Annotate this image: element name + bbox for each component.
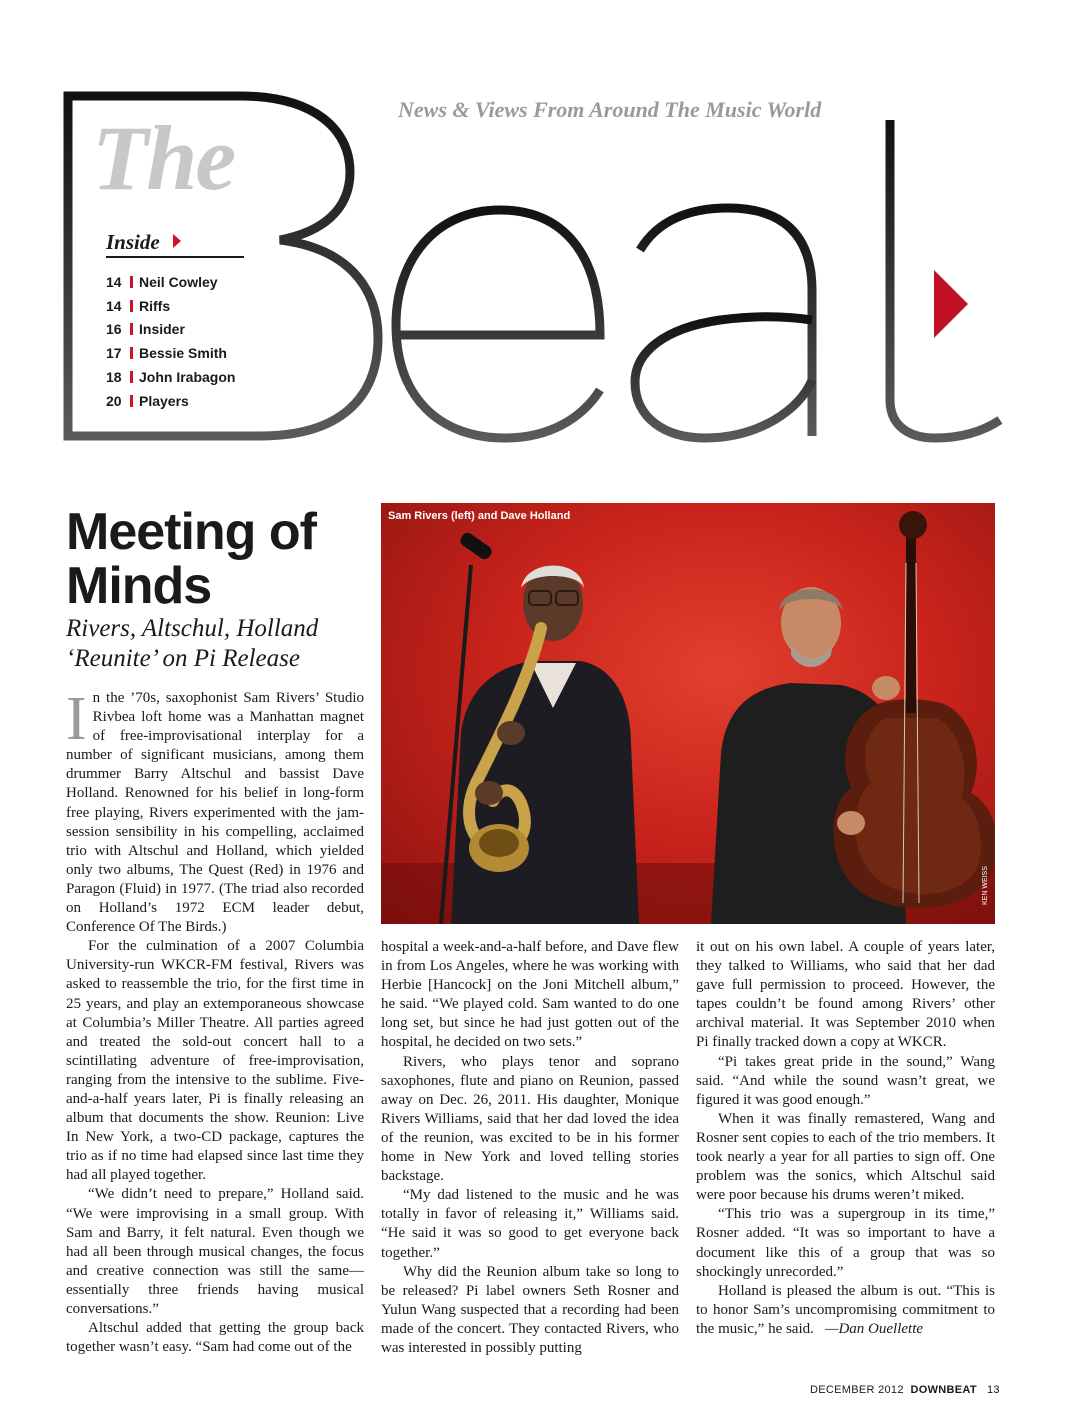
article-column-2 bbox=[381, 938, 679, 1358]
inside-arrow-icon bbox=[173, 234, 181, 248]
photo-caption: Sam Rivers (left) and Dave Holland bbox=[388, 510, 571, 522]
toc-item[interactable] bbox=[106, 318, 306, 342]
toc-title: Players bbox=[139, 392, 189, 409]
toc-bar-icon bbox=[130, 347, 133, 359]
article-paragraph: it out on his own label. A couple of years later, they talked to Williams, who said that her dad gave full permission to proceed. However, the tapes couldn’t be found among Rivers’ other archival material. It was September 2010 when Pi finally tracked down a copy at WKCR. bbox=[696, 939, 995, 1051]
article-paragraph: Why did the Reunion album take so long to be released? Pi label owners Seth Rosner and Yulun Wang suspected that a recording had been made of the concert. They contacted Rivers, who was interested in possibly putting bbox=[381, 1263, 679, 1356]
article-photo bbox=[381, 503, 995, 924]
masthead-the: The bbox=[92, 107, 235, 209]
toc-bar-icon bbox=[130, 276, 133, 288]
article-column-1 bbox=[66, 685, 364, 1357]
toc-page: 18 bbox=[106, 369, 122, 386]
article-paragraph: hospital a week-and-a-half before, and Dave flew in from Los Angeles, where he was working with Herbie [Hancock] on the Joni Mitchell album,” he said. “We played cold. Sam wanted to do one long set, but since he had just gotten out of the hospital, he decided on two sets.” bbox=[381, 939, 679, 1051]
article-subhead: Rivers, Altschul, Holland ‘Reunite’ on Pi Release bbox=[66, 615, 319, 672]
table-of-contents bbox=[106, 270, 306, 413]
article-paragraph: In the ’70s, saxophonist Sam Rivers’ Studio Rivbea loft home was a Manhattan magnet of free-improvisational interplay for a number of significant musicians, among them drummer Barry Altschul and bassist Dave Holland. Renowned for his belief in long-form free playing, Rivers experimented with the jam-session sensibility in his compelling, acclaimed trio with Altschul and Holland, which yielded only two albums, The Quest (Red) in 1976 and Paragon (Fluid) in 1977. (The triad also recorded on Holland’s 1972 ECM leader debut, Conference Of The Birds.) bbox=[66, 685, 364, 936]
article-paragraph: “My dad listened to the music and he was totally in favor of releasing it,” Williams said. “He said it was so good to get everyone back together.” bbox=[381, 1187, 679, 1261]
article-paragraph: “This trio was a supergroup in its time,” Rosner added. “It was so important to have a document like this of a group that was so shockingly unrecorded.” bbox=[696, 1206, 995, 1280]
tagline: News & Views From Around The Music World bbox=[398, 97, 822, 122]
dropcap: I bbox=[66, 685, 87, 753]
toc-page: 14 bbox=[106, 297, 122, 314]
toc-title: Bessie Smith bbox=[139, 345, 227, 362]
toc-bar-icon bbox=[130, 300, 133, 312]
toc-bar-icon bbox=[130, 371, 133, 383]
toc-title: Insider bbox=[139, 321, 185, 338]
toc-page: 20 bbox=[106, 392, 122, 409]
red-triangle-icon bbox=[934, 270, 968, 338]
toc-title: Neil Cowley bbox=[139, 273, 218, 290]
footer-issue: DECEMBER 2012 bbox=[810, 1384, 904, 1396]
toc-title: John Irabagon bbox=[139, 369, 236, 386]
inside-label: Inside bbox=[106, 230, 160, 254]
toc-page: 14 bbox=[106, 273, 122, 290]
footer-page-number: 13 bbox=[986, 1384, 1000, 1396]
toc-title: Riffs bbox=[139, 297, 171, 314]
article-paragraph: “We didn’t need to prepare,” Holland said. “We were improvising in a small group. With Sam and Barry, it felt natural. Even though we had all been through musical changes, the focus and creative connection was still the same—essentially three friends having musical conversations.” bbox=[66, 1186, 364, 1317]
toc-item[interactable] bbox=[106, 270, 306, 294]
article-paragraph: For the culmination of a 2007 Columbia University-run WKCR-FM festival, Rivers was asked to reassemble the trio, for the first time in 25 years, and play an extemporaneous showcase at Columbia’s Miller Theatre. All parties agreed and treated the sold-out concert hall to a scintillating adventure of free-improvisation, ranging from the intensive to the sublime. Five-and-a-half years later, Pi is finally releasing an album that documents the show. Reunion: Live In New York, a two-CD package, captures the trio as if no time had elapsed since last time they had all played together. bbox=[66, 938, 364, 1184]
inside-divider bbox=[106, 256, 244, 258]
photo-credit: KEN WEISS bbox=[982, 866, 989, 905]
article-paragraph: When it was finally remastered, Wang and Rosner sent copies to each of the trio members. It took nearly a year for all parties to sign off. One problem was the sonics, which Altschul said were poor because his drums weren’t miked. bbox=[696, 1110, 995, 1204]
byline: —Dan Ouellette bbox=[825, 1320, 924, 1337]
toc-item[interactable] bbox=[106, 294, 306, 318]
toc-item[interactable] bbox=[106, 341, 306, 365]
toc-item[interactable] bbox=[106, 389, 306, 413]
toc-bar-icon bbox=[130, 395, 133, 407]
musicians-photo-illustration bbox=[381, 503, 995, 924]
article-column-3 bbox=[696, 938, 995, 1339]
article-paragraph: “Pi takes great pride in the sound,” Wang said. “And while the sound wasn’t great, we figured it was good enough.” bbox=[696, 1053, 995, 1108]
article-paragraph: Holland is pleased the album is out. “This is to honor Sam’s uncompromising commitment to the music,” he said. —Dan Ouellette bbox=[696, 1282, 995, 1337]
article-headline: Meeting of Minds bbox=[66, 503, 316, 615]
footer-magazine: DOWNBEAT bbox=[910, 1384, 977, 1396]
toc-page: 17 bbox=[106, 345, 122, 362]
page-footer bbox=[810, 1384, 1000, 1396]
toc-bar-icon bbox=[130, 323, 133, 335]
toc-page: 16 bbox=[106, 321, 122, 338]
article-paragraph: Altschul added that getting the group back together wasn’t easy. “Sam had come out of the bbox=[66, 1320, 364, 1356]
article-paragraph: Rivers, who plays tenor and soprano saxophones, flute and piano on Reunion, passed away on Dec. 26, 2011. His daughter, Monique Rivers Williams, said that her dad loved the idea of the reunion, was excited to be in his former home in New York and loved telling stories backstage. bbox=[381, 1053, 679, 1185]
toc-item[interactable] bbox=[106, 365, 306, 389]
